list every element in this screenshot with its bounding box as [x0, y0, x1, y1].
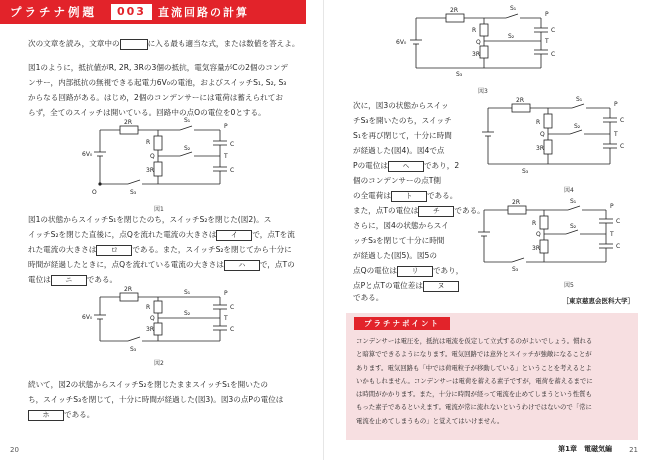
right-line-1: 次に，図3の状態からスイッ — [353, 101, 449, 110]
right-line-11: が経過した(図5)。図5の — [353, 251, 437, 260]
right-line-9: さらに，図4の状態からスイ — [353, 221, 449, 230]
fig4-label-c2: C — [620, 143, 625, 150]
p2-text-g: 電位は — [28, 275, 51, 284]
fig3-label-emf: 6V₀ — [396, 39, 407, 46]
header-bar — [0, 0, 306, 24]
figure-4-caption: 図4 — [564, 187, 574, 194]
p2-text-b: で，点Tを流 — [252, 230, 295, 239]
point-line: コンデンサーは電圧を，抵抗は電流を仮定して立式するのがよいでしょう。慣れる — [356, 337, 593, 345]
paragraph3-line-3 — [28, 407, 94, 422]
r-text-f: である。 — [454, 206, 485, 215]
p2-text-e: 時間が経過したときに，点Qを流れている電流の大きさは — [28, 260, 224, 269]
figure-5-circuit — [470, 200, 630, 276]
fig4-label-2r: 2R — [516, 97, 524, 104]
fig5-label-2r: 2R — [512, 199, 520, 206]
figure-5-caption: 図5 — [564, 282, 574, 289]
fig3-label-3r: 3R — [472, 51, 480, 58]
fig5-label-3r: 3R — [532, 245, 540, 252]
fig1-label-emf: 6V₀ — [82, 151, 93, 158]
point-line: 電流を止めてしまうもの」と覚えてはいけません。 — [356, 416, 504, 425]
fig4-label-p: P — [614, 101, 618, 108]
right-line-2: チS₃を開いたのち，スイッチ — [353, 116, 452, 125]
fig2-label-r: R — [146, 304, 151, 311]
answer-box-ha: ハ — [224, 260, 260, 271]
paragraph-line-3: からなる回路がある。はじめ，2個のコンデンサーには電荷は蓄えられてお — [28, 93, 283, 102]
answer-box-ri: リ — [397, 266, 433, 277]
point-line: いかもしれません。コンデンサーは電荷を蓄える素子ですが，電荷を蓄えるまでに — [356, 376, 593, 385]
fig2-label-2r: 2R — [124, 286, 132, 293]
answer-box-ni: ニ — [51, 275, 87, 286]
fig3-label-t: T — [545, 38, 549, 45]
figure-2-circuit — [80, 286, 250, 353]
fig1-label-c1: C — [230, 141, 235, 148]
fig2-label-emf: 6V₀ — [82, 314, 93, 321]
figure-4-circuit — [474, 98, 634, 178]
figure-3-circuit — [396, 5, 566, 80]
header-category: プラチナ例題 — [10, 5, 97, 19]
fig1-label-2r: 2R — [124, 119, 132, 126]
right-line-3: S₁を再び閉じて，十分に時間 — [353, 131, 452, 140]
fig5-label-s3: S₃ — [512, 266, 519, 273]
fig3-label-s2: S₂ — [508, 33, 515, 40]
fig2-label-c1: C — [230, 304, 235, 311]
fig1-label-s2: S₂ — [184, 145, 191, 152]
right-line-8 — [353, 203, 485, 218]
paragraph2-line-3 — [28, 242, 292, 257]
p3-text-end: である。 — [64, 410, 95, 419]
p2-text-a: イッチS₂を閉じた直後に，点Qを流れた電流の大きさは — [28, 230, 217, 239]
r-text-c: の全電荷は — [353, 191, 391, 200]
fig2-label-c2: C — [230, 326, 235, 333]
paragraph-line-4: らず，全てのスイッチは開いている。回路中の点Oの電位を0とする。 — [28, 108, 266, 117]
fig4-label-c1: C — [620, 117, 625, 124]
fig5-label-p: P — [610, 203, 614, 210]
point-line: と暗算でできるようになります。電気回路では意外とスイッチが強敵になることが — [356, 350, 592, 359]
header-title: 直流回路の計算 — [157, 6, 249, 19]
point-line: あります。電気回路も「中では荷電粒子が移動している」ということを考えるとよ — [356, 363, 592, 372]
fig4-label-r: R — [536, 119, 541, 126]
r-text-d: である。 — [426, 191, 458, 200]
fig3-label-c1: C — [551, 27, 556, 34]
r-text-a: Pの電位は — [353, 161, 388, 170]
instruction-a: 次の文章を読み，文章中の — [28, 39, 120, 48]
fig1-label-3r: 3R — [146, 167, 154, 174]
platinum-point-box — [346, 313, 638, 440]
fig5-label-t: T — [610, 231, 614, 238]
answer-box-to: ト — [391, 191, 427, 202]
figure-3-caption: 図3 — [478, 88, 488, 95]
right-line-14: である。 — [353, 293, 384, 302]
answer-box-i: イ — [216, 230, 252, 241]
answer-box-nu: ヌ — [423, 281, 459, 292]
right-line-4: が経過した(図4)。図4で点 — [353, 146, 445, 155]
fig1-label-t: T — [224, 153, 228, 160]
p2-text-f: で，点Tの — [259, 260, 295, 269]
fig4-label-s3: S₃ — [522, 168, 529, 175]
instruction-b: に入る最も適当な式，または数値を答えよ。 — [147, 39, 300, 48]
fig4-label-s1: S₁ — [576, 96, 583, 103]
fig3-label-s1: S₁ — [510, 5, 517, 12]
point-line: は時間がかかります。また，十分に時間が経って電流を止めてしまうという性質も — [356, 390, 592, 399]
page-gutter — [323, 0, 324, 460]
answer-box-ho: ホ — [28, 410, 64, 421]
fig2-label-q: Q — [150, 315, 155, 322]
instruction-line — [28, 36, 299, 51]
fig2-label-s1: S₁ — [184, 289, 191, 296]
platinum-point-text — [356, 335, 632, 428]
fig3-label-r: R — [472, 27, 477, 34]
fig2-label-3r: 3R — [146, 326, 154, 333]
r-text-g: 点Qの電位は — [353, 266, 397, 275]
platinum-point-title: プラチナポイント — [354, 317, 450, 330]
fig5-label-q: Q — [536, 231, 541, 238]
paragraph2-line-5 — [28, 272, 117, 287]
fig3-label-p: P — [545, 11, 549, 18]
r-text-b: であり，2 — [423, 161, 460, 170]
paragraph2-line-1: 図1の状態からスイッチS₁を閉じたのち，スイッチS₂を閉じた(図2)。ス — [28, 215, 272, 224]
fig4-label-s2: S₂ — [574, 123, 581, 130]
chapter-footer: 第1章 電磁気編 — [558, 445, 612, 453]
fig3-label-c2: C — [551, 51, 556, 58]
answer-box-blank — [120, 39, 148, 50]
paragraph3-line-2: ち，スイッチS₃を閉じて，十分に時間が経過した(図3)。図3の点Pの電位は — [28, 395, 284, 404]
right-line-6: 個のコンデンサーの点T側 — [353, 176, 442, 185]
figure-1-caption: 図1 — [154, 206, 164, 213]
fig3-label-q: Q — [476, 39, 481, 46]
page-number-right: 21 — [629, 446, 638, 454]
paragraph2-line-2 — [28, 227, 295, 242]
fig1-label-p: P — [224, 123, 228, 130]
fig1-label-s3: S₃ — [130, 189, 137, 196]
fig2-label-s3: S₃ — [130, 346, 137, 353]
r-text-i: 点Pと点Tの電位差は — [353, 281, 423, 290]
fig1-label-q: Q — [150, 153, 155, 160]
p2-text-d: である。また，スイッチS₂を閉じてから十分に — [132, 245, 292, 254]
fig5-label-s2: S₂ — [570, 223, 577, 230]
right-line-5 — [353, 158, 459, 173]
fig1-label-r: R — [146, 139, 151, 146]
fig5-label-c1: C — [616, 218, 621, 225]
fig5-label-r: R — [532, 220, 537, 227]
fig3-label-2r: 2R — [450, 7, 458, 14]
fig3-label-s3: S₃ — [456, 71, 463, 78]
fig2-label-t: T — [224, 315, 228, 322]
fig2-label-p: P — [224, 290, 228, 297]
fig2-label-s2: S₂ — [184, 310, 191, 317]
answer-box-chi: チ — [418, 206, 454, 217]
r-text-e: また，点Tの電位は — [353, 206, 419, 215]
answer-box-he: ヘ — [388, 161, 424, 172]
point-line: もった素子であるといえます。電流が常に流れないというわけではないので「常に — [356, 403, 592, 412]
p2-text-h: である。 — [86, 275, 118, 284]
paragraph-line-1: 図1のように，抵抗値がR, 2R, 3Rの3個の抵抗，電気容量がCの2個のコンデ — [28, 63, 288, 72]
right-line-12 — [353, 263, 463, 278]
fig1-label-o: O — [92, 189, 97, 196]
paragraph3-line-1: 続いて，図2の状態からスイッチS₂を閉じたままスイッチS₁を開いたの — [28, 380, 269, 389]
fig4-label-q: Q — [540, 131, 545, 138]
fig1-label-c2: C — [230, 167, 235, 174]
fig5-label-s1: S₁ — [570, 198, 577, 205]
right-line-10: ッチS₃を閉じて十分に時間 — [353, 236, 445, 245]
header-number: 003 — [111, 4, 152, 20]
page-number-left: 20 — [10, 446, 19, 454]
source-university: ［東京慈恵会医科大学］ — [562, 297, 634, 305]
fig1-label-s1: S₁ — [184, 117, 191, 124]
fig5-label-c2: C — [616, 243, 621, 250]
figure-2-caption: 図2 — [154, 360, 164, 367]
answer-box-ro: ロ — [96, 245, 132, 256]
r-text-h: であり， — [432, 266, 464, 275]
right-line-7 — [353, 188, 457, 203]
fig4-label-t: T — [614, 131, 618, 138]
fig4-label-3r: 3R — [536, 145, 544, 152]
paragraph2-line-4 — [28, 257, 295, 272]
paragraph-line-2: ンサー，内部抵抗の無視できる起電力6V₀の電池，およびスイッチS₁, S₂, S₃ — [28, 78, 287, 87]
figure-1-circuit — [80, 117, 250, 200]
p2-text-c: れた電流の大きさは — [28, 245, 97, 254]
